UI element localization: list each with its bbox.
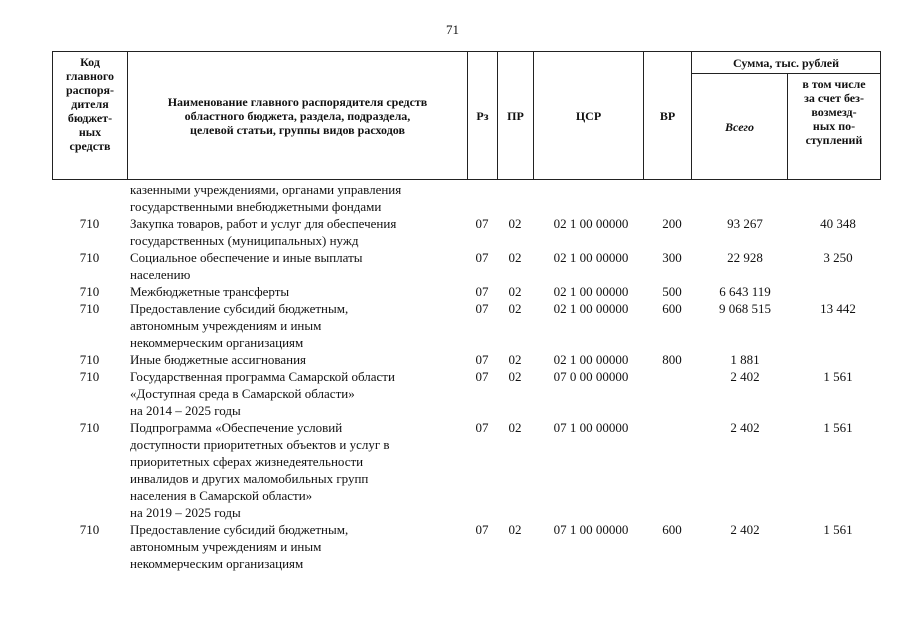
table-body (52, 181, 880, 572)
cell-rz: 07 (475, 284, 489, 299)
cell-pr: 02 (508, 250, 522, 265)
cell-vr: 600 (662, 522, 682, 537)
cell-vsego: 9 068 515 (719, 301, 771, 316)
header-kod (53, 52, 128, 180)
cell-name-line: населению (130, 267, 191, 282)
cell-name (130, 368, 470, 419)
cell-vsego: 6 643 119 (719, 284, 771, 299)
cell-csr: 02 1 00 00000 (553, 301, 629, 316)
cell-name-line: Предоставление субсидий бюджетным, (130, 522, 349, 537)
header-kod-line: дителя (71, 97, 109, 111)
header-sum-title: Сумма, тыс. рублей (692, 52, 881, 74)
table-row (52, 215, 880, 249)
cell-name-line: государственными внебюджетными фондами (130, 199, 382, 214)
cell-name-line: автономным учреждениям и иным (130, 318, 322, 333)
cell-bezv: 1 561 (823, 522, 853, 537)
cell-name-line: приоритетных сферах жизнедеятельности (130, 454, 364, 469)
cell-vsego: 93 267 (727, 216, 763, 231)
header-bezv-line: ступлений (805, 133, 863, 147)
cell-pr: 02 (508, 369, 522, 384)
header-pr: ПР (498, 52, 534, 180)
table-row (52, 368, 880, 419)
cell-pr: 02 (508, 522, 522, 537)
cell-pr: 02 (508, 352, 522, 367)
table-row (52, 283, 880, 300)
header-csr: ЦСР (534, 52, 644, 180)
cell-name (130, 521, 470, 572)
cell-vr: 800 (662, 352, 682, 367)
table-row (52, 521, 880, 572)
cell-csr: 02 1 00 00000 (553, 284, 629, 299)
cell-kod: 710 (79, 522, 100, 537)
cell-vsego: 22 928 (727, 250, 763, 265)
cell-pr: 02 (508, 301, 522, 316)
cell-name (130, 181, 470, 215)
header-kod-line: бюджет- (67, 111, 113, 125)
cell-vsego: 2 402 (730, 369, 760, 384)
cell-name (130, 300, 470, 351)
cell-rz: 07 (475, 369, 489, 384)
cell-rz: 07 (475, 216, 489, 231)
cell-bezv: 3 250 (823, 250, 853, 265)
table-header (52, 51, 881, 180)
cell-csr: 02 1 00 00000 (553, 352, 629, 367)
cell-csr: 07 1 00 00000 (553, 420, 629, 435)
cell-csr: 07 0 00 00000 (553, 369, 629, 384)
header-rz: Рз (468, 52, 498, 180)
cell-pr: 02 (508, 420, 522, 435)
header-bezv-line: ных по- (812, 119, 856, 133)
cell-kod: 710 (79, 284, 100, 299)
cell-vsego: 2 402 (730, 420, 760, 435)
cell-vr: 500 (662, 284, 682, 299)
cell-name-line: на 2019 – 2025 годы (130, 505, 241, 520)
cell-kod: 710 (79, 369, 100, 384)
header-vsego: Всего (692, 74, 788, 180)
table-row (52, 351, 880, 368)
cell-rz: 07 (475, 352, 489, 367)
table-row (52, 300, 880, 351)
header-name-line: Наименование главного распорядителя средств (167, 94, 428, 109)
cell-bezv: 1 561 (823, 420, 853, 435)
cell-name-line: автономным учреждениям и иным (130, 539, 322, 554)
cell-name (130, 351, 470, 368)
header-bezv (788, 74, 881, 180)
cell-name-line: Государственная программа Самарской области (130, 369, 395, 384)
cell-name-line: Закупка товаров, работ и услуг для обеспечения (130, 216, 397, 231)
cell-name-line: Предоставление субсидий бюджетным, (130, 301, 349, 316)
cell-name (130, 249, 470, 283)
header-bezv-line: в том числе (802, 77, 866, 91)
cell-pr: 02 (508, 284, 522, 299)
cell-name-line: государственных (муниципальных) нужд (130, 233, 359, 248)
cell-name (130, 283, 470, 300)
cell-name-line: инвалидов и других маломобильных групп (130, 471, 369, 486)
cell-name-line: Межбюджетные трансферты (130, 284, 290, 299)
cell-kod: 710 (79, 420, 100, 435)
cell-kod: 710 (79, 352, 100, 367)
cell-rz: 07 (475, 420, 489, 435)
cell-csr: 07 1 00 00000 (553, 522, 629, 537)
header-bezv-line: возмезд- (811, 105, 857, 119)
header-name (128, 52, 468, 180)
cell-name-line: некоммерческим организациям (130, 556, 304, 571)
cell-csr: 02 1 00 00000 (553, 250, 629, 265)
cell-kod: 710 (79, 216, 100, 231)
cell-name-line: населения в Самарской области» (130, 488, 313, 503)
cell-vsego: 1 881 (730, 352, 760, 367)
cell-bezv: 13 442 (820, 301, 856, 316)
cell-name (130, 215, 470, 249)
header-name-line: областного бюджета, раздела, подраздела, (184, 108, 411, 123)
cell-pr: 02 (508, 216, 522, 231)
table-row (52, 249, 880, 283)
cell-vsego: 2 402 (730, 522, 760, 537)
cell-name-line: казенными учреждениями, органами управления (130, 182, 402, 197)
cell-bezv: 1 561 (823, 369, 853, 384)
cell-kod: 710 (79, 301, 100, 316)
cell-bezv: 40 348 (820, 216, 856, 231)
header-vr: ВР (644, 52, 692, 180)
page-number: 71 (446, 22, 459, 37)
cell-rz: 07 (475, 250, 489, 265)
cell-rz: 07 (475, 522, 489, 537)
header-kod-line: главного (65, 69, 115, 83)
cell-name-line: Социальное обеспечение и иные выплаты (130, 250, 363, 265)
table-row (52, 181, 880, 215)
cell-name-line: Иные бюджетные ассигнования (130, 352, 307, 367)
cell-name-line: некоммерческим организациям (130, 335, 304, 350)
cell-name-line: Подпрограмма «Обеспечение условий (130, 420, 343, 435)
cell-name-line: на 2014 – 2025 годы (130, 403, 241, 418)
header-kod-line: Код (80, 55, 100, 69)
header-kod-line: средств (69, 139, 111, 153)
header-bezv-line: за счет без- (804, 91, 864, 105)
cell-vr: 200 (662, 216, 682, 231)
cell-name (130, 419, 470, 521)
header-kod-line: распоря- (65, 83, 115, 97)
cell-csr: 02 1 00 00000 (553, 216, 629, 231)
cell-kod: 710 (79, 250, 100, 265)
header-kod-line: ных (78, 125, 102, 139)
cell-name-line: «Доступная среда в Самарской области» (130, 386, 355, 401)
cell-rz: 07 (475, 301, 489, 316)
cell-vr: 600 (662, 301, 682, 316)
header-name-line: целевой статьи, группы видов расходов (190, 122, 405, 137)
table-row (52, 419, 880, 521)
cell-name-line: доступности приоритетных объектов и услуг в (130, 437, 390, 452)
cell-vr: 300 (662, 250, 682, 265)
